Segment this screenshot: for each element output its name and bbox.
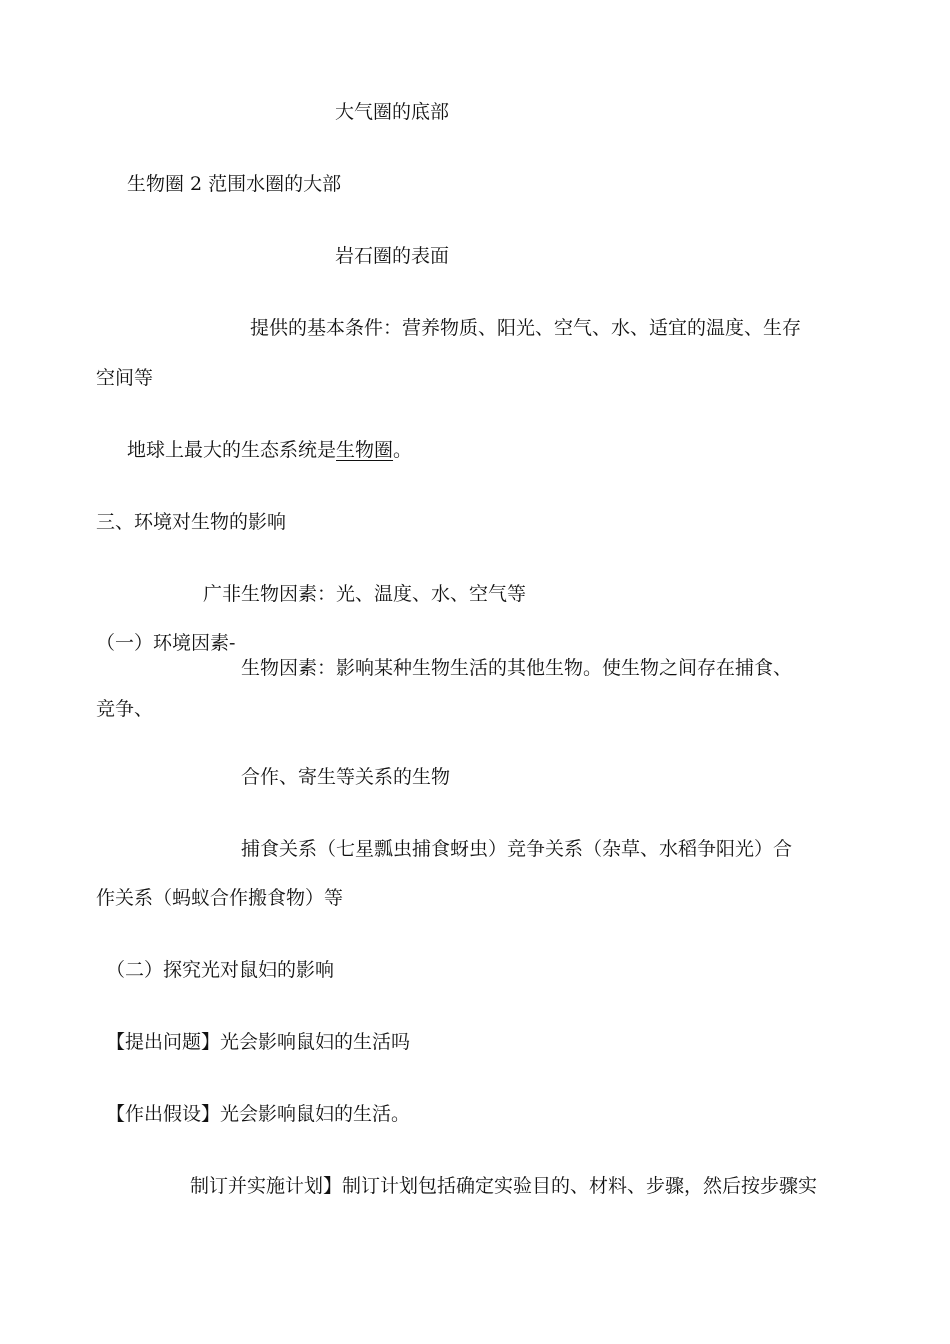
text-line-biotic-factors: 生物因素：影响某种生物生活的其他生物。使生物之间存在捕食、	[241, 657, 793, 679]
text-line-largest-ecosystem	[127, 441, 412, 460]
text-segment: 地球上最大的生态系统是	[127, 439, 337, 461]
subheading-light-experiment: （二）探究光对鼠妇的影响	[106, 959, 335, 981]
text-segment: 。	[393, 439, 413, 461]
text-line-space: 空间等	[96, 367, 154, 389]
section-heading-3: 三、环境对生物的影响	[96, 511, 287, 533]
text-line-atmosphere: 大气圈的底部	[335, 101, 450, 123]
text-line-biosphere-range: 生物圈 2 范围水圈的大部	[127, 173, 342, 195]
text-line-cooperation: 合作、寄生等关系的生物	[241, 766, 451, 788]
text-line-relationships-cont: 作关系（蚂蚁合作搬食物）等	[96, 887, 344, 909]
text-line-lithosphere: 岩石圈的表面	[335, 245, 450, 267]
subheading-environment-factors: （一）环境因素-	[96, 632, 236, 654]
text-line-question: 【提出问题】光会影响鼠妇的生活吗	[106, 1031, 411, 1053]
text-line-plan: 制订并实施计划】制订计划包括确定实验目的、材料、步骤，然后按步骤实	[190, 1175, 818, 1197]
text-line-relationships: 捕食关系（七星瓢虫捕食蚜虫）竞争关系（杂草、水稻争阳光）合	[241, 838, 793, 860]
text-line-abiotic-factors: 广非生物因素：光、温度、水、空气等	[203, 583, 527, 605]
text-line-hypothesis: 【作出假设】光会影响鼠妇的生活。	[106, 1103, 411, 1125]
text-line-competition: 竞争、	[96, 698, 154, 720]
underlined-term: 生物圈	[336, 439, 394, 461]
text-line-basic-conditions: 提供的基本条件：营养物质、阳光、空气、水、适宜的温度、生存	[250, 317, 802, 339]
